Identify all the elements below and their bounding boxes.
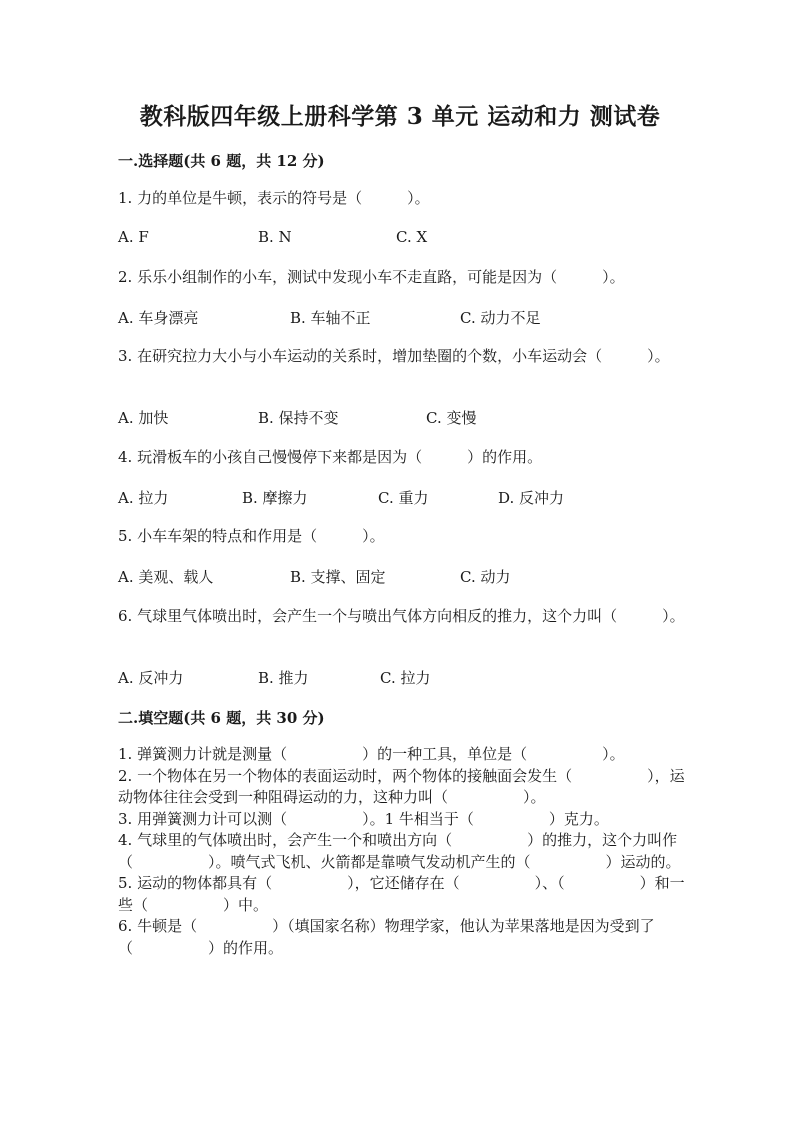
- question-text: 6. 气球里气体喷出时，会产生一个与喷出气体方向相反的推力，这个力叫（ ）。: [118, 607, 685, 625]
- option: B. 支撑、固定: [290, 568, 386, 586]
- question-text: 3. 在研究拉力大小与小车运动的关系时，增加垫圈的个数，小车运动会（ ）。: [118, 347, 670, 365]
- section-heading-fill-blank: 二.填空题(共 6 题，共 30 分): [118, 709, 325, 727]
- option: B. 保持不变: [258, 409, 339, 427]
- option: B. 推力: [258, 669, 309, 687]
- option: C. 变慢: [426, 409, 477, 427]
- question-text: 1. 力的单位是牛顿，表示的符号是（ ）。: [118, 189, 430, 207]
- option: A. 车身漂亮: [118, 309, 199, 327]
- page-title: 教科版四年级上册科学第 3 单元 运动和力 测试卷: [139, 103, 661, 130]
- question-text: 2. 乐乐小组制作的小车，测试中发现小车不走直路，可能是因为（ ）。: [118, 268, 625, 286]
- section-heading-choice: 一.选择题(共 6 题，共 12 分): [118, 152, 325, 170]
- option: A. 拉力: [118, 489, 169, 507]
- option: B. N: [258, 228, 292, 246]
- fill-blank-question: 2. 一个物体在另一个物体的表面运动时，两个物体的接触面会发生（ ），运动物体往往会受到一种阻碍运动的力，这种力叫（ ）。: [118, 766, 685, 806]
- option: B. 摩擦力: [242, 489, 308, 507]
- option: A. 美观、载人: [118, 568, 214, 586]
- fill-blank-question: 5. 运动的物体都具有（ ），它还储存在（ ）、（ ）和一些（ ）中。: [118, 874, 685, 914]
- fill-blank-question: 1. 弹簧测力计就是测量（ ）的一种工具，单位是（ ）。: [118, 745, 625, 763]
- fill-blank-question: 4. 气球里的气体喷出时，会产生一个和喷出方向（ ）的推力，这个力叫作（ ）。喷气式飞机、火箭都是靠喷气发动机产生的（ ）运动的。: [118, 831, 681, 871]
- option: B. 车轴不正: [290, 309, 371, 327]
- option: C. X: [396, 228, 428, 246]
- option: A. 反冲力: [118, 669, 184, 687]
- option: C. 动力: [460, 568, 511, 586]
- question-text: 5. 小车车架的特点和作用是（ ）。: [118, 527, 385, 545]
- option: C. 重力: [378, 489, 429, 507]
- fill-blank-question: 6. 牛顿是（ ）（填国家名称）物理学家，他认为苹果落地是因为受到了（ ）的作用。: [118, 917, 655, 957]
- option: D. 反冲力: [498, 489, 565, 507]
- option: C. 动力不足: [460, 309, 541, 327]
- question-text: 4. 玩滑板车的小孩自己慢慢停下来都是因为（ ）的作用。: [118, 448, 543, 466]
- option: A. F: [118, 228, 149, 246]
- fill-blank-question: 3. 用弹簧测力计可以测（ ）。1 牛相当于（ ）克力。: [118, 809, 609, 828]
- option: A. 加快: [118, 409, 169, 427]
- option: C. 拉力: [380, 669, 431, 687]
- fill-blank-list: [118, 744, 688, 959]
